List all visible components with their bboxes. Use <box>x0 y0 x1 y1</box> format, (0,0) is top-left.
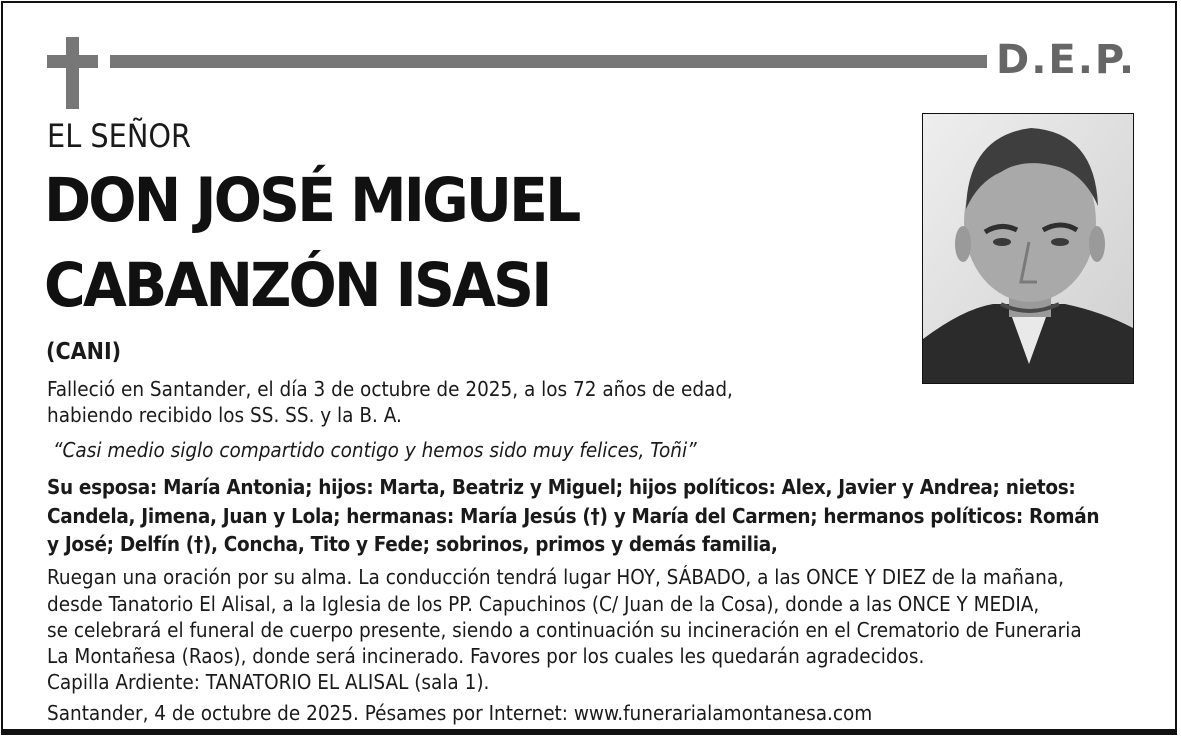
service-line2: desde Tanatorio El Alisal, a la Iglesia de los PP. Capuchinos (C/ Juan de la Cosa), donde a las ONCE Y MEDIA, <box>47 592 1040 616</box>
chapel-line: Capilla Ardiente: TANATORIO EL ALISAL (sala 1). <box>47 670 490 694</box>
deceased-name-line1: DON JOSÉ MIGUEL <box>44 165 579 236</box>
cross-icon-arm <box>47 55 98 68</box>
deceased-name-line2: CABANZÓN ISASI <box>44 250 550 321</box>
intro-title: EL SEÑOR <box>47 117 192 155</box>
cross-icon <box>66 37 79 109</box>
service-line3: se celebrará el funeral de cuerpo presente, siendo a continuación su incineración en el Crematorio de Funeraria <box>47 618 1082 642</box>
dep-mark: D.E.P. <box>996 37 1137 83</box>
portrait-photo <box>922 113 1134 384</box>
family-line2: Candela, Jimena, Juan y Lola; hermanas: María Jesús (†) y María del Carmen; hermanos políticos: Román <box>47 504 1100 528</box>
death-text-line2: habiendo recibido los SS. SS. y la B. A. <box>47 403 402 427</box>
dedication-quote: “Casi medio siglo compartido contigo y hemos sido muy felices, Toñi” <box>53 438 697 462</box>
service-line1: Ruegan una oración por su alma. La conducción tendrá lugar HOY, SÁBADO, a las ONCE Y DIEZ de la mañana, <box>47 565 1065 589</box>
service-line4: La Montañesa (Raos), donde será incinerado. Favores por los cuales les quedarán agradecidos. <box>47 644 925 668</box>
header-rule <box>110 55 987 68</box>
death-text-line1: Falleció en Santander, el día 3 de octubre de 2025, a los 72 años de edad, <box>47 377 733 401</box>
family-line1: Su esposa: María Antonia; hijos: Marta, Beatriz y Miguel; hijos políticos: Alex, Javier y Andrea; nietos: <box>47 475 1076 499</box>
nickname: (CANI) <box>46 339 122 365</box>
condolences-line: Santander, 4 de octubre de 2025. Pésames por Internet: www.funerarialamontanesa.com <box>47 701 873 725</box>
family-line3: y José; Delfín (†), Concha, Tito y Fede; sobrinos, primos y demás familia, <box>47 532 778 556</box>
